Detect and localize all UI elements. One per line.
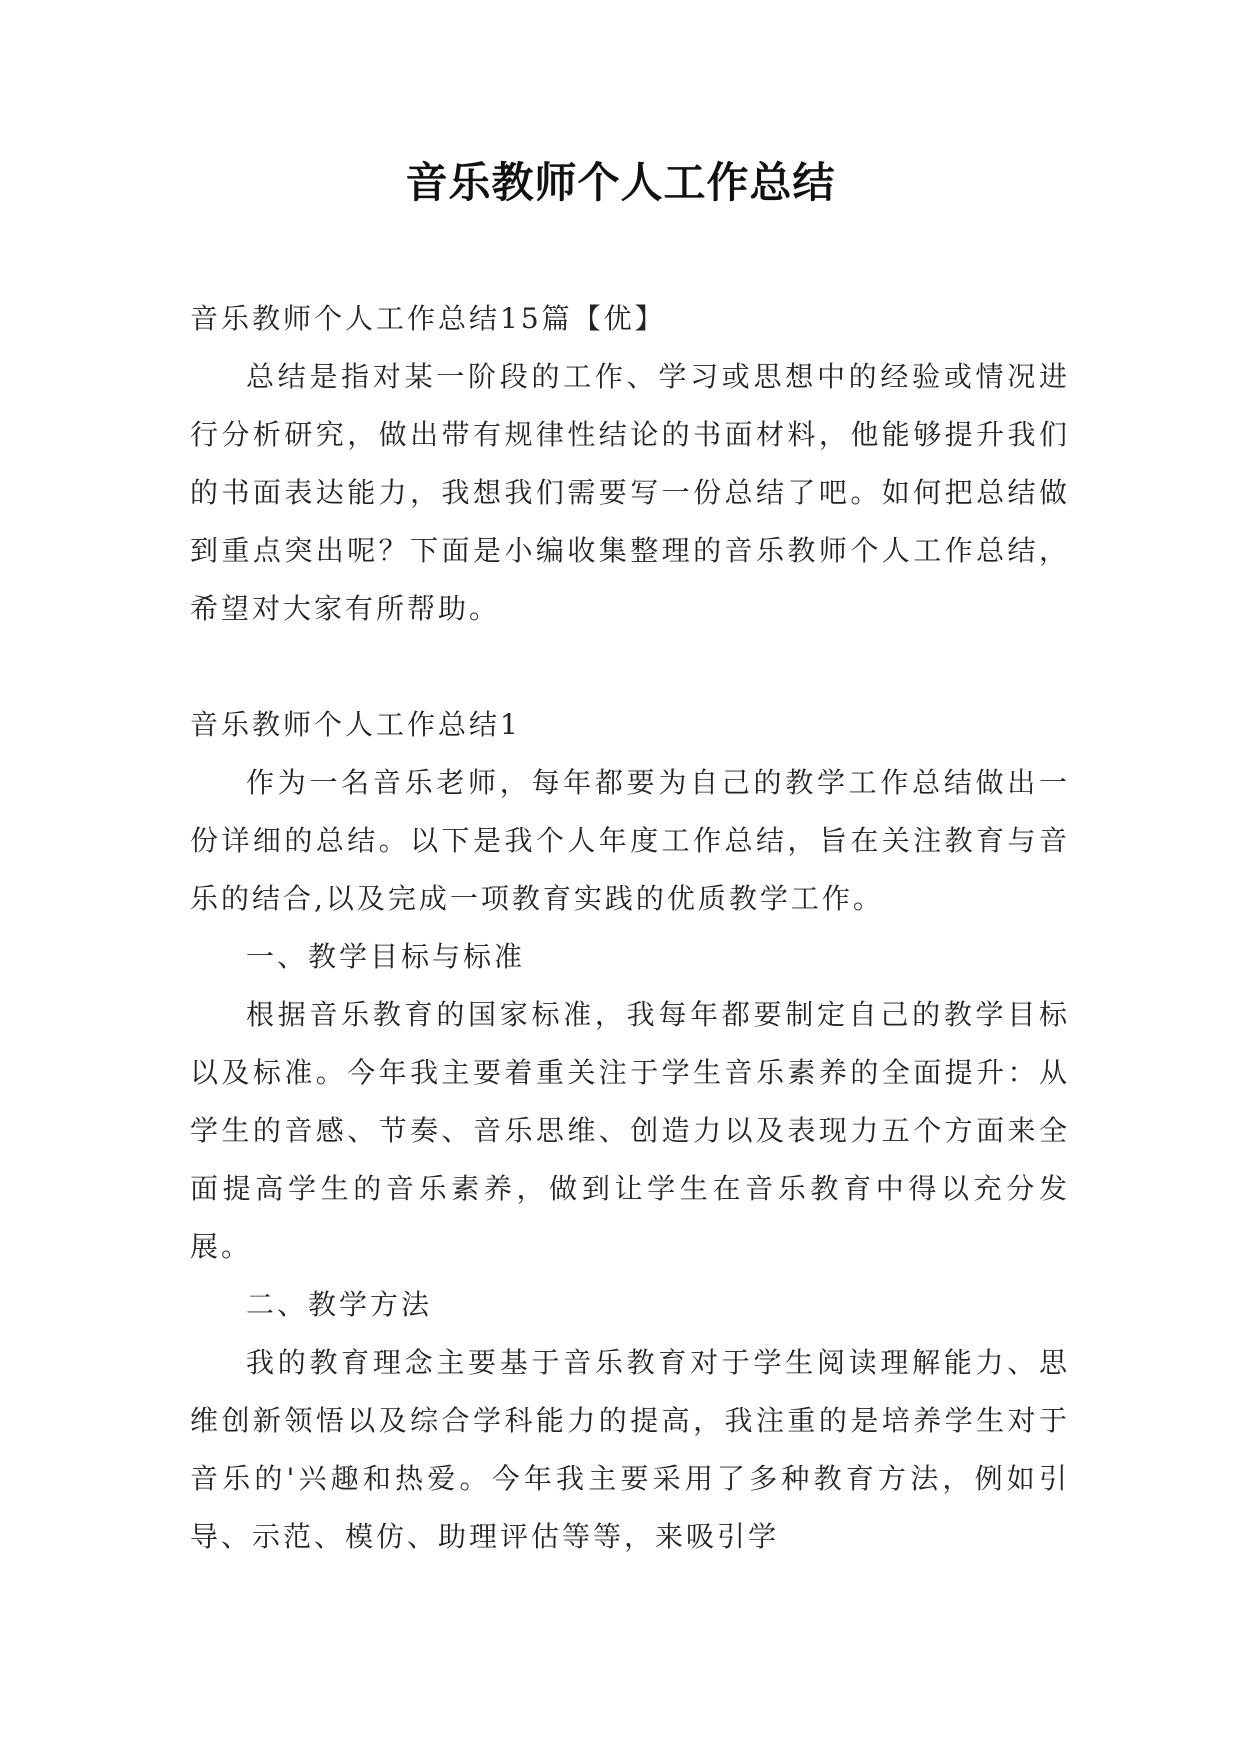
subsection-heading: 一、教学目标与标准 xyxy=(246,940,526,973)
section-spacer xyxy=(190,638,1070,696)
section-heading: 音乐教师个人工作总结1 xyxy=(190,708,521,741)
intro-paragraph: 总结是指对某一阶段的工作、学习或思想中的经验或情况进行分析研究，做出带有规律性结论的书面材料，他能够提升我们的书面表达能力，我想我们需要写一份总结了吧。如何把总结做到重点突出呢？下面是小编收集整理的音乐教师个人工作总结，希望对大家有所帮助。 xyxy=(190,360,1070,625)
document-body xyxy=(190,290,1070,1566)
document-subtitle: 音乐教师个人工作总结15篇【优】 xyxy=(190,302,666,335)
document-title: 音乐教师个人工作总结 xyxy=(405,158,836,207)
body-paragraph: 我的教育理念主要基于音乐教育对于学生阅读理解能力、思维创新领悟以及综合学科能力的提高，我注重的是培养学生对于音乐的'兴趣和热爱。今年我主要采用了多种教育方法，例如引导、示范、模仿、助理评估等等，来吸引学 xyxy=(190,1346,1070,1553)
body-paragraph: 根据音乐教育的国家标准，我每年都要制定自己的教学目标以及标准。今年我主要着重关注于学生音乐素养的全面提升：从学生的音感、节奏、音乐思维、创造力以及表现力五个方面来全面提高学生的音乐素养，做到让学生在音乐教育中得以充分发展。 xyxy=(190,998,1070,1263)
body-paragraph: 作为一名音乐老师，每年都要为自己的教学工作总结做出一份详细的总结。以下是我个人年度工作总结，旨在关注教育与音乐的结合,以及完成一项教育实践的优质教学工作。 xyxy=(190,766,1070,915)
subsection-heading: 二、教学方法 xyxy=(246,1288,433,1321)
